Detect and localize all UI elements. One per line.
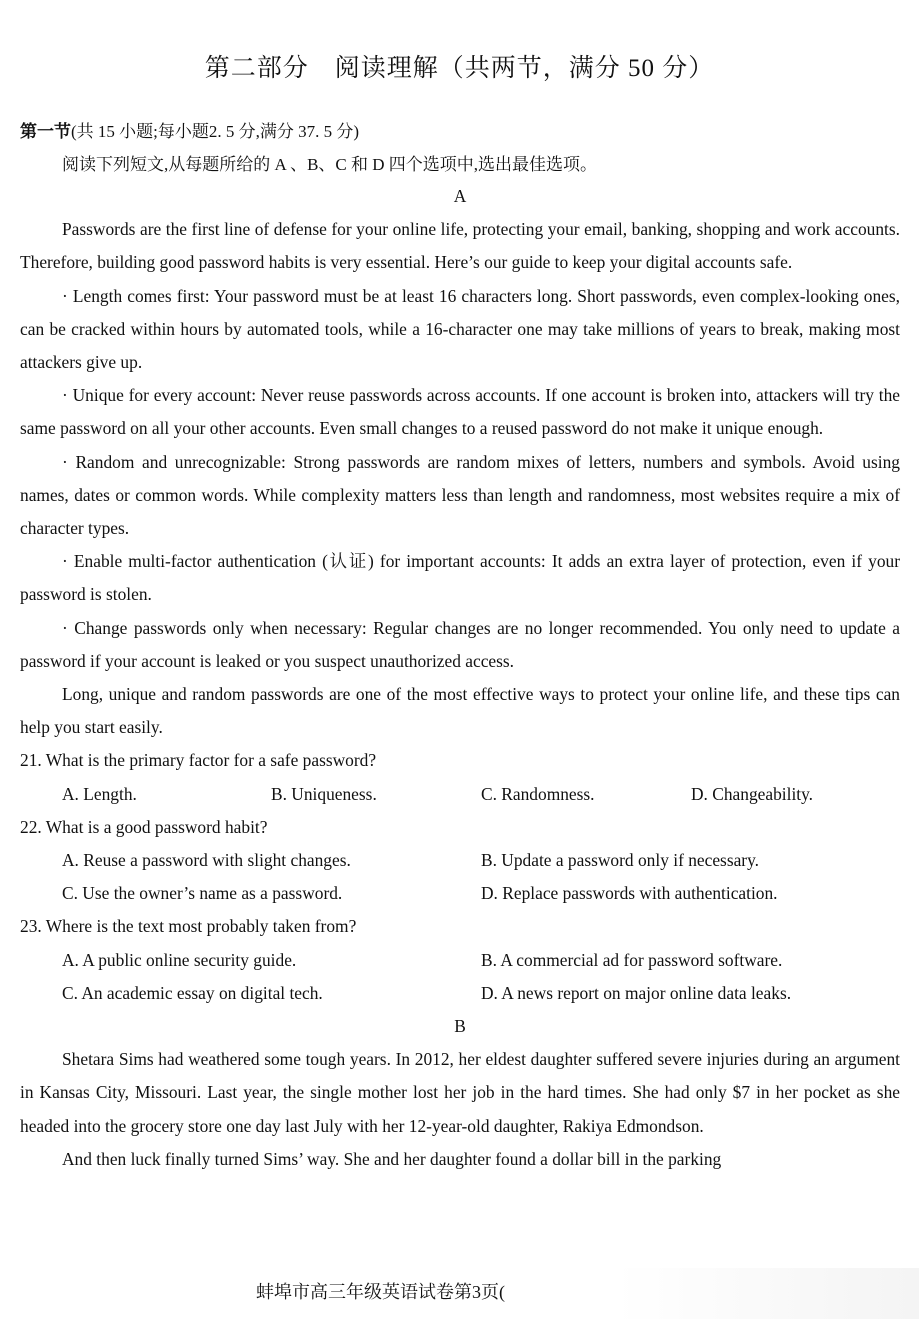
option: A. Length. [62,783,137,804]
option: B. Uniqueness. [271,783,377,804]
paragraph: · Enable multi-factor authentication (认证) for important accounts: It adds an extra layer of protection, even if your password is stolen. [20,551,900,605]
paragraph: · Length comes first: Your password must be at least 16 characters long. Short passwords, even complex-looking ones, can be cracked within hours by automated tools, while a 16-character one may take millions of years to break, making most attackers give up. [20,285,900,373]
page-title: 第二部分 阅读理解（共两节，满分 50 分） [204,55,715,82]
paragraph: · Random and unrecognizable: Strong passwords are random mixes of letters, numbers and symbols. Avoid using names, dates or common words. While complexity matters less than length and randomness, most websites require a mix of character types. [20,451,900,539]
option: D. A news report on major online data leaks. [481,982,792,1003]
paragraph: · Change passwords only when necessary: Regular changes are no longer recommended. You only need to update a password if your account is leaked or you suspect unauthorized access. [20,617,900,671]
option: A. Reuse a password with slight changes. [62,850,351,871]
option: B. A commercial ad for password software. [481,949,783,970]
question-23: 23. Where is the text most probably taken from? [20,916,357,937]
content [20,180,900,1176]
option: D. Changeability. [691,783,814,804]
options-23 [20,944,900,1010]
paragraph: Long, unique and random passwords are one of the most effective ways to protect your online life, and these tips can help you start easily. [20,684,900,738]
section-heading [20,117,359,142]
passage-a-label: A [453,186,467,206]
paragraph: Shetara Sims had weathered some tough years. In 2012, her eldest daughter suffered severe injuries during an argument in Kansas City, Missouri. Last year, the single mother lost her job in the hard times. She had only $7 in her pocket as she headed into the grocery store one day last July with her 12-year-old daughter, Rakiya Edmondson. [20,1049,900,1136]
question-21: 21. What is the primary factor for a safe password? [20,750,377,771]
option: D. Replace passwords with authentication. [481,883,778,904]
section-detail: (共 15 小题;每小题2. 5 分,满分 37. 5 分) [71,122,360,141]
paragraph: Passwords are the first line of defense for your online life, protecting your email, banking, shopping and work accounts. Therefore, building good password habits is very essential. Here’s our guide to keep your digital accounts safe. [20,219,900,273]
option: C. Use the owner’s name as a password. [62,883,343,904]
option: C. An academic essay on digital tech. [62,982,323,1003]
passage-b-label: B [454,1016,466,1037]
question-22: 22. What is a good password habit? [20,816,268,837]
watermark-fade [540,1268,919,1319]
page-footer: 蚌埠市高三年级英语试卷第3页( [256,1282,505,1302]
option: B. Update a password only if necessary. [481,850,760,871]
options-22 [20,844,900,910]
section-label: 第一节 [20,122,71,141]
instruction: 阅读下列短文,从每题所给的 A 、B、C 和 D 四个选项中,选出最佳选项。 [62,155,598,174]
paragraph: · Unique for every account: Never reuse passwords across accounts. If one account is broken into, attackers will try the same password on all your other accounts. Even small changes to a reused password do not make it unique enough. [20,385,900,439]
option: A. A public online security guide. [62,949,297,970]
options-21 [20,778,900,811]
paragraph: And then luck finally turned Sims’ way. She and her daughter found a dollar bill in the parking [62,1148,722,1169]
option: C. Randomness. [481,783,595,804]
